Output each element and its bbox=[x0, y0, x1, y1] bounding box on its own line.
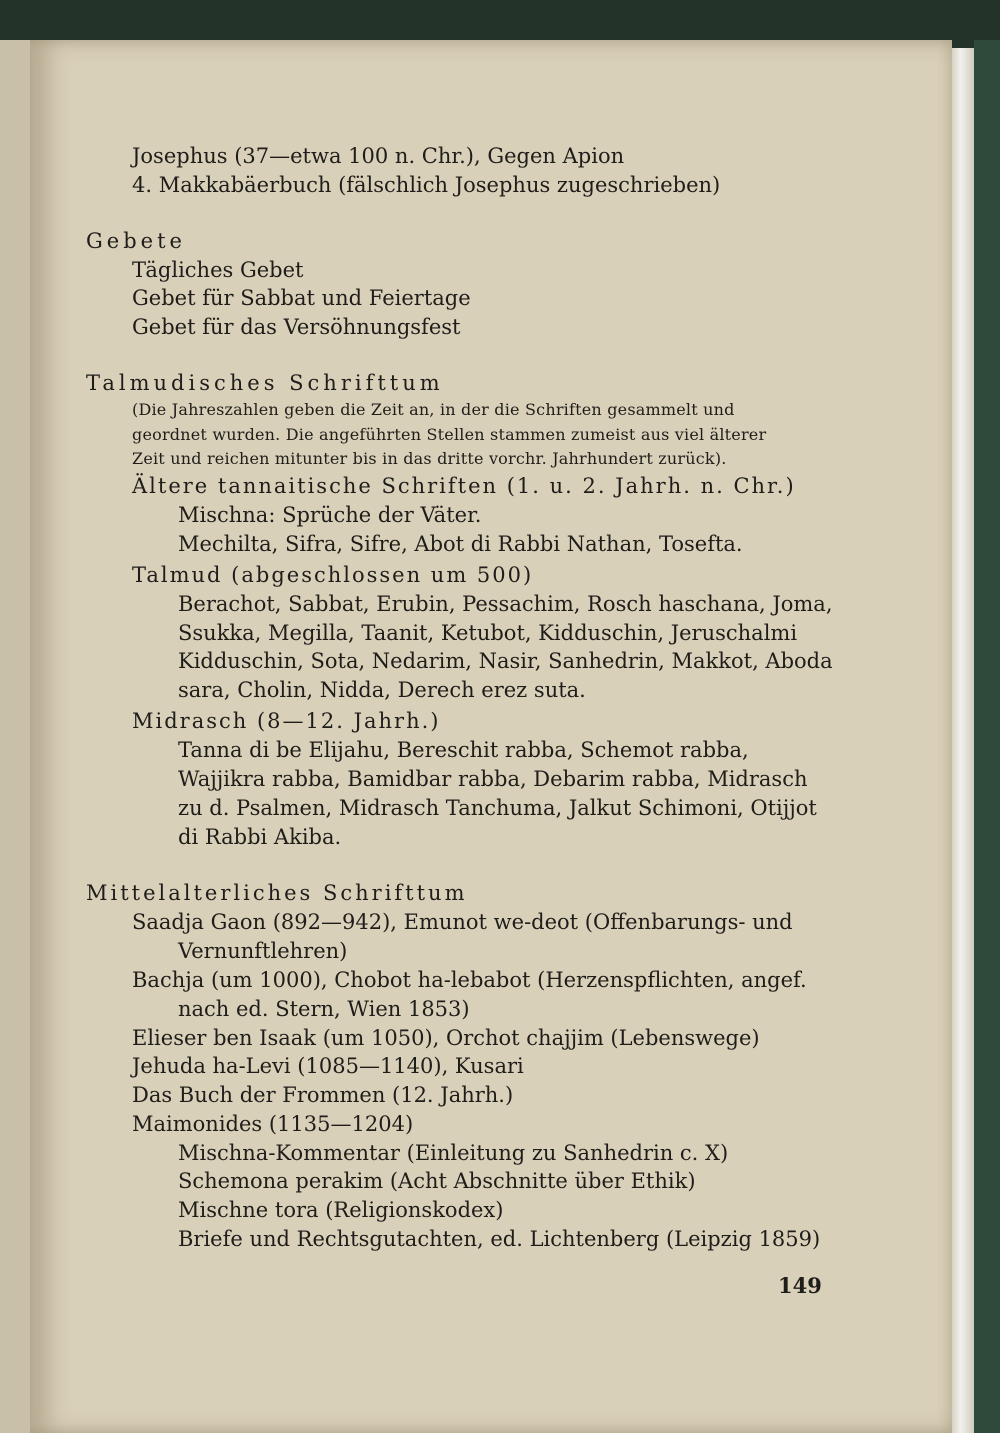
note-line: geordnet wurden. Die angeführten Stellen stammen zumeist aus viel älterer bbox=[132, 425, 767, 444]
text-line: Briefe und Rechtsgutachten, ed. Lichtenberg (Leipzig 1859) bbox=[178, 1227, 821, 1251]
page-number: 149 bbox=[778, 1273, 822, 1298]
text-line: Vernunftlehren) bbox=[178, 939, 348, 963]
text-line: Maimonides (1135—1204) bbox=[132, 1112, 414, 1136]
text-line: Berachot, Sabbat, Erubin, Pessachim, Rosch haschana, Joma, bbox=[178, 592, 833, 616]
text-line: Ssukka, Megilla, Taanit, Ketubot, Kidduschin, Jeruschalmi bbox=[178, 621, 798, 645]
text-line: Mischne tora (Religionskodex) bbox=[178, 1198, 504, 1222]
text-line: Schemona perakim (Acht Abschnitte über Ethik) bbox=[178, 1169, 696, 1193]
note-line: Zeit und reichen mitunter bis in das dritte vorchr. Jahrhundert zurück). bbox=[132, 449, 727, 468]
section-heading-gebete: Gebete bbox=[86, 229, 186, 253]
text-line: Wajjikra rabba, Bamidbar rabba, Debarim rabba, Midrasch bbox=[178, 767, 808, 791]
section-heading-talmudisches-schrifttum: Talmudisches Schrifttum bbox=[86, 371, 444, 395]
text-line: nach ed. Stern, Wien 1853) bbox=[178, 997, 470, 1021]
book-cover-left bbox=[0, 40, 30, 1433]
subheading-aeltere-tannaitische-schriften: Ältere tannaitische Schriften (1. u. 2. Jahrh. n. Chr.) bbox=[132, 474, 796, 498]
text-line: Josephus (37—etwa 100 n. Chr.), Gegen Apion bbox=[132, 144, 625, 168]
text-line: Elieser ben Isaak (um 1050), Orchot chajjim (Lebenswege) bbox=[132, 1026, 760, 1050]
text-line: Mischna: Sprüche der Väter. bbox=[178, 503, 482, 527]
text-line: Jehuda ha-Levi (1085—1140), Kusari bbox=[132, 1054, 524, 1078]
page-edge bbox=[952, 48, 974, 1433]
text-line: Gebet für Sabbat und Feiertage bbox=[132, 286, 471, 310]
text-line: zu d. Psalmen, Midrasch Tanchuma, Jalkut Schimoni, Otijjot bbox=[178, 796, 817, 820]
text-line: Saadja Gaon (892—942), Emunot we-deot (Offenbarungs- und bbox=[132, 910, 793, 934]
text-line: Mischna-Kommentar (Einleitung zu Sanhedrin c. X) bbox=[178, 1141, 729, 1165]
book-cover-right bbox=[974, 40, 1000, 1433]
text-line: Tanna di be Elijahu, Bereschit rabba, Schemot rabba, bbox=[178, 738, 749, 762]
subheading-talmud: Talmud (abgeschlossen um 500) bbox=[132, 563, 534, 587]
text-line: Gebet für das Versöhnungsfest bbox=[132, 315, 461, 339]
text-line: Das Buch der Frommen (12. Jahrh.) bbox=[132, 1083, 514, 1107]
text-line: Mechilta, Sifra, Sifre, Abot di Rabbi Nathan, Tosefta. bbox=[178, 532, 743, 556]
subheading-midrasch: Midrasch (8—12. Jahrh.) bbox=[132, 709, 441, 733]
text-line: di Rabbi Akiba. bbox=[178, 825, 342, 849]
text-line: 4. Makkabäerbuch (fälschlich Josephus zugeschrieben) bbox=[132, 173, 721, 197]
section-heading-mittelalterliches-schrifttum: Mittelalterliches Schrifttum bbox=[86, 881, 468, 905]
text-line: Tägliches Gebet bbox=[132, 258, 304, 282]
note-line: (Die Jahreszahlen geben die Zeit an, in der die Schriften gesammelt und bbox=[132, 400, 735, 419]
text-line: Kidduschin, Sota, Nedarim, Nasir, Sanhedrin, Makkot, Aboda bbox=[178, 649, 833, 673]
text-line: sara, Cholin, Nidda, Derech erez suta. bbox=[178, 678, 586, 702]
text-line: Bachja (um 1000), Chobot ha-lebabot (Herzenspflichten, angef. bbox=[132, 968, 807, 992]
